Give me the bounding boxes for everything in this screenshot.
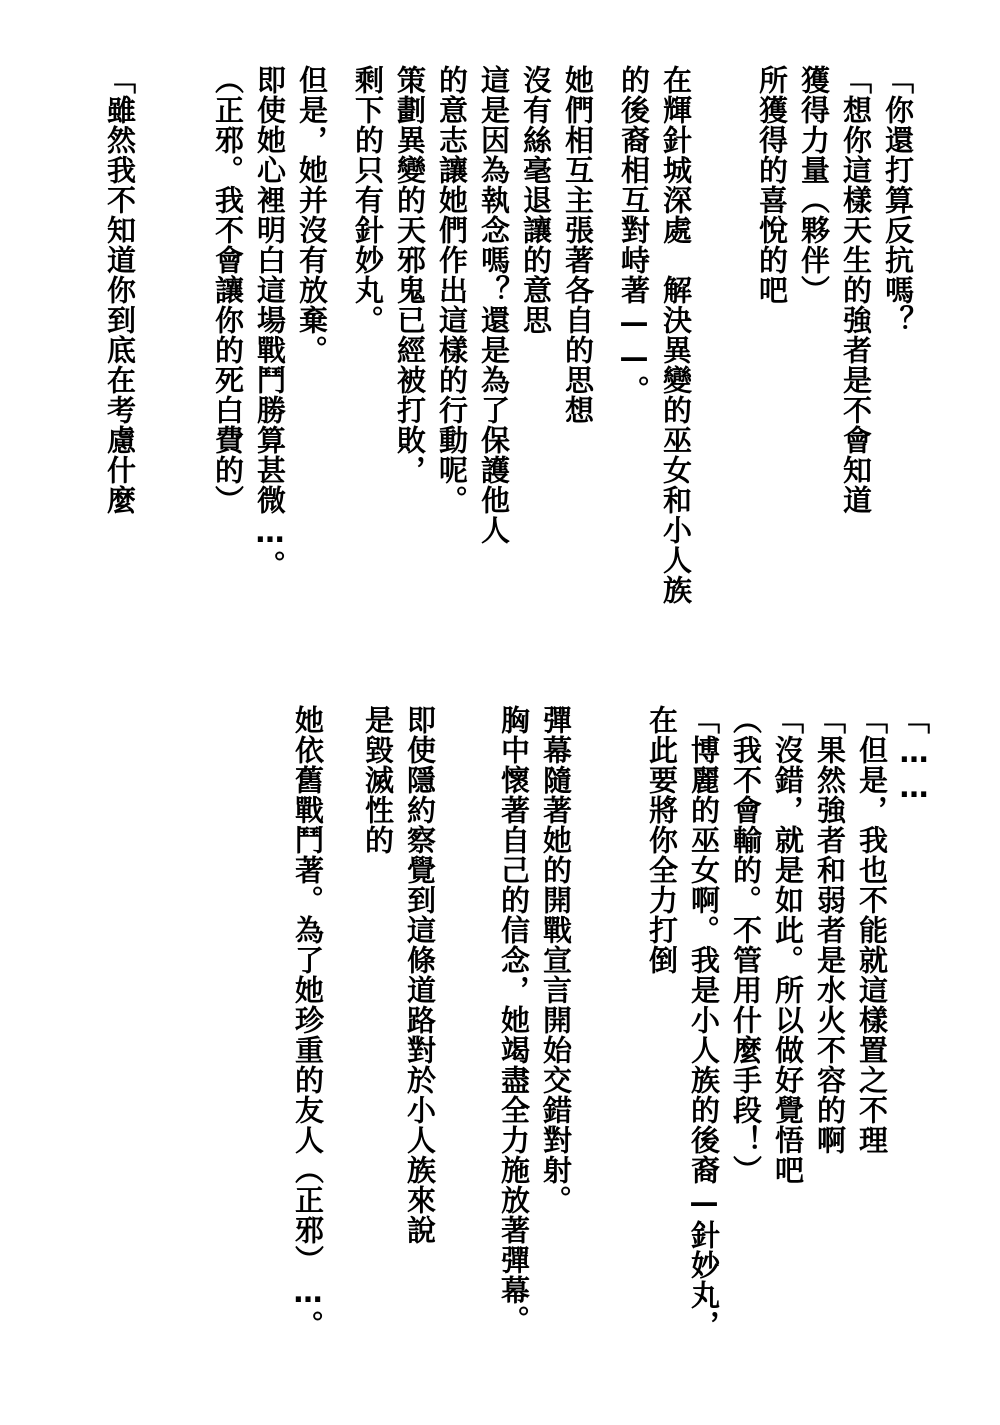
text-column: 「想你這樣天生的強者是不會知道 (839, 65, 873, 515)
text-column: 的後裔相互對峙著——。 (617, 65, 651, 405)
text-column: 沒有絲毫退讓的意思 (519, 65, 553, 335)
text-column: 「沒錯，就是如此。所以做好覺悟吧 (771, 705, 805, 1185)
text-column: 是毀滅性的 (361, 705, 395, 855)
text-column: 「雖然我不知道你到底在考慮什麼 (103, 65, 137, 515)
text-column: 「你還打算反抗嗎？ (881, 65, 915, 335)
text-column: 所獲得的喜悅的吧 (755, 65, 789, 305)
text-column: 策劃異變的天邪鬼已經被打敗， (393, 65, 427, 485)
text-column: 胸中懷著自己的信念，她竭盡全力施放著彈幕。 (497, 705, 531, 1335)
text-column: 「…… (897, 705, 931, 805)
text-column: 「但是，我也不能就這樣置之不理 (855, 705, 889, 1155)
text-column: 她們相互主張著各自的思想 (561, 65, 595, 425)
text-column: （正邪。我不會讓你的死白費的） (211, 65, 245, 515)
text-column: （我不會輸的。不管用什麼手段！） (729, 705, 763, 1185)
text-column: 這是因為執念嗎？還是為了保護他人 (477, 65, 511, 545)
text-column: 彈幕隨著她的開戰宣言開始交錯對射。 (539, 705, 573, 1215)
text-column: 的意志讓她們作出這樣的行動呢。 (435, 65, 469, 515)
text-column: 她依舊戰鬥著。為了她珍重的友人（正邪）…。 (291, 705, 325, 1340)
text-column: 獲得力量（夥伴） (797, 65, 831, 305)
text-column: 「博麗的巫女啊。我是小人族的後裔—針妙丸， (687, 705, 721, 1340)
text-column: 剩下的只有針妙丸。 (351, 65, 385, 335)
text-column: 即使她心裡明白這場戰鬥勝算甚微…。 (253, 65, 287, 580)
text-column: 在此要將你全力打倒 (645, 705, 679, 975)
text-column: 即使隱約察覺到這條道路對於小人族來說 (403, 705, 437, 1245)
text-column: 「果然強者和弱者是水火不容的啊 (813, 705, 847, 1155)
text-column: 但是，她并沒有放棄。 (295, 65, 329, 365)
text-column: 在輝針城深處 解決異變的巫女和小人族 (659, 65, 693, 605)
